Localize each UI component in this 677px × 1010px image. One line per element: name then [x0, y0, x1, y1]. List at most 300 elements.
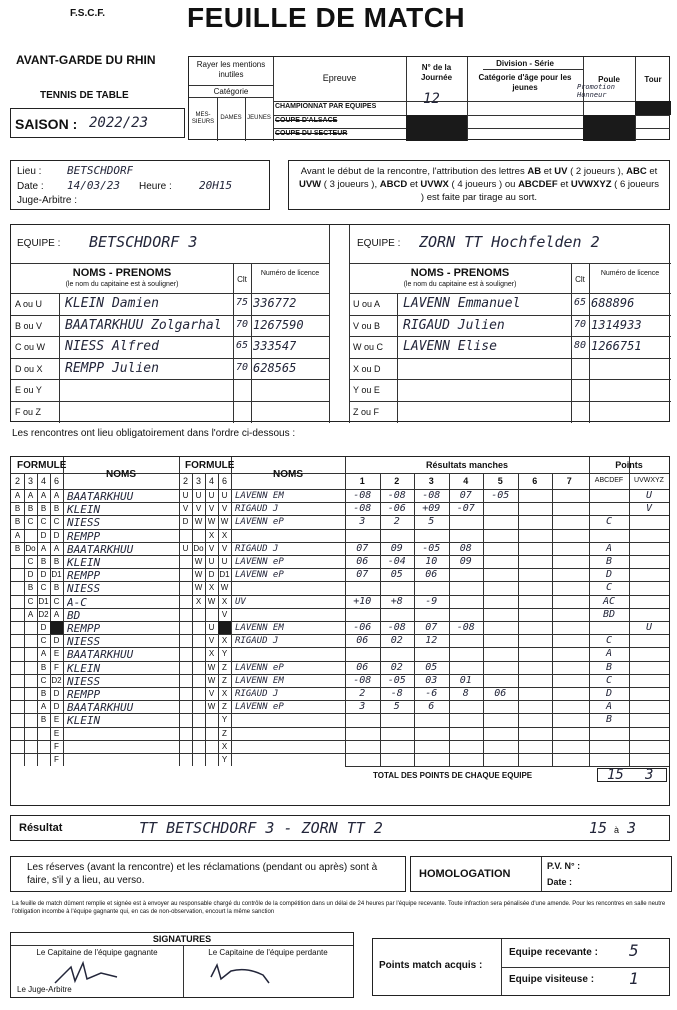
match-home-name: A-C — [67, 595, 87, 609]
home-noms-sub: (le nom du capitaine est à souligner) — [65, 281, 179, 288]
formule-away-cell: U — [208, 623, 215, 632]
signatures-box — [10, 932, 354, 998]
formule-header-away: FORMULE — [185, 460, 235, 471]
messieurs-label: MES-SIEURS — [191, 112, 215, 125]
manche-score: -08 — [456, 622, 475, 633]
tour-label: Tour — [644, 75, 662, 84]
formule-away-cell: U — [221, 491, 228, 500]
match-home-name: NIESS — [67, 674, 101, 688]
manche-score: -8 — [390, 688, 403, 699]
formule-home-cell: D — [40, 530, 47, 540]
manche-score: -08 — [353, 503, 372, 515]
home-player-clt: 70 — [235, 318, 249, 330]
formule-away-cell: X — [221, 596, 228, 606]
formule-home-cell: B — [27, 583, 34, 593]
point-away: V — [645, 503, 653, 515]
champ-label: CHAMPIONNAT PAR EQUIPES — [275, 103, 377, 110]
manche-score: -6 — [425, 688, 438, 699]
away-clt-header: Clt — [575, 275, 585, 284]
formule-home-cell: Do — [25, 543, 36, 553]
formule-away-cell: V — [208, 636, 215, 646]
result-box — [10, 815, 670, 841]
home-clt-header: Clt — [237, 275, 247, 284]
resultats-header: Résultats manches — [425, 460, 509, 470]
away-player-letter: W ou C — [353, 342, 384, 353]
division-label: Division - Série — [496, 59, 554, 68]
manche-score: -08 — [387, 622, 406, 633]
match-home-name: BAATARKHUU — [67, 648, 134, 662]
formule-home-cell: A — [14, 491, 21, 500]
formule-away-cell: W — [207, 675, 216, 685]
formule-away-cell: D — [182, 517, 189, 527]
lieu-label: Lieu : — [17, 166, 42, 177]
formule-home-cell: E — [53, 728, 60, 738]
home-player-licence: 333547 — [253, 339, 297, 354]
home-player-licence: 1267590 — [253, 317, 304, 332]
formule-home-cell: C — [40, 636, 47, 646]
total-home: 15 — [607, 767, 624, 784]
result-label: Résultat — [19, 822, 63, 834]
pm-label: Points match acquis : — [379, 960, 483, 971]
point-home: D — [605, 569, 613, 581]
manche-score: -06 — [353, 622, 372, 633]
journee-value: 12 — [423, 91, 440, 107]
blacked-cell — [50, 621, 63, 634]
formule-away-cell: X — [221, 530, 228, 540]
home-player-letter: B ou V — [15, 320, 43, 331]
formule-away-cell: V — [208, 543, 215, 553]
point-home: C — [605, 674, 613, 686]
formule-home-cell: B — [53, 504, 60, 514]
home-player-licence: 628565 — [253, 360, 297, 375]
manche-score: 08 — [459, 542, 472, 554]
formule-away-cell: X — [208, 530, 215, 540]
match-away-name: RIGAUD J — [235, 504, 279, 515]
match-home-name: NIESS — [67, 582, 101, 596]
formule-away-cell: X — [208, 583, 215, 593]
jeunes-label: JEUNES — [247, 115, 271, 121]
date-label: Date : — [17, 181, 44, 192]
formule-away-cell: W — [194, 557, 203, 566]
manche-score: +10 — [353, 595, 372, 607]
match-home-name: KLEIN — [67, 714, 101, 728]
reserves-box: Les réserves (avant la rencontre) et les réclamations (pendant ou après) sont à faire, s'il y a lieu, au verso. — [10, 856, 406, 892]
lieu-box — [10, 160, 270, 210]
away-player-clt: 70 — [573, 318, 587, 330]
formule-away-cell: Z — [222, 675, 227, 685]
lieu-value: BETSCHDORF — [67, 164, 134, 177]
season-value: 2022/23 — [89, 115, 149, 131]
home-player-letter: D ou X — [15, 363, 43, 374]
epreuve-label: Epreuve — [322, 73, 357, 83]
match-home-name: REMPP — [67, 529, 101, 543]
match-away-name: LAVENN eP — [235, 557, 284, 567]
formule-away-cell: X — [221, 741, 228, 751]
cat-age-label: Catégorie d'âge pour les jeunes — [478, 73, 572, 92]
manche-score: 07 — [356, 542, 369, 554]
formule-home-cell: D — [40, 623, 47, 632]
away-noms-sub: (le nom du capitaine est à souligner) — [403, 281, 517, 288]
formule-away-cell: V — [182, 504, 189, 514]
formule-home-cell: A — [40, 649, 47, 659]
manche-score: -08 — [353, 674, 372, 686]
formule-away-cell: X — [195, 596, 202, 606]
formule-home-cell: D — [40, 570, 47, 580]
formule-home-cell: D1 — [51, 570, 62, 580]
match-away-name: RIGAUD J — [235, 689, 279, 699]
manche-score: -06 — [387, 503, 406, 515]
formule-home-cell: D — [53, 636, 60, 646]
formule-home-cell: B — [40, 504, 47, 514]
away-player-name: RIGAUD Julien — [403, 317, 505, 333]
match-away-name: RIGAUD J — [235, 543, 279, 554]
noms-header-home: NOMS — [106, 469, 136, 480]
manche-score: 07 — [459, 490, 472, 501]
formule-home-cell: B — [14, 517, 21, 527]
org-label: F.S.C.F. — [70, 8, 106, 19]
formule-home-cell: D — [53, 702, 60, 712]
formule-home-cell: B — [40, 557, 47, 566]
manche-score: -9 — [425, 595, 438, 607]
point-home: A — [605, 542, 613, 554]
formule-home-cell: A — [53, 609, 60, 619]
formule-away-cell: V — [221, 504, 228, 514]
result-home: 15 — [589, 819, 608, 837]
date-value: 14/03/23 — [67, 179, 120, 192]
manche-score: 02 — [390, 661, 403, 673]
formule-header-home: FORMULE — [17, 460, 67, 471]
manche-score: 09 — [459, 556, 472, 567]
point-away: U — [645, 490, 653, 501]
formule-home-cell: C — [40, 675, 47, 685]
match-home-name: KLEIN — [67, 503, 101, 517]
formule-home-cell: E — [53, 649, 60, 659]
manche-score: 12 — [425, 635, 438, 647]
away-licence-header: Numéro de licence — [600, 270, 660, 277]
formule-home-cell: E — [53, 715, 60, 725]
match-away-name: LAVENN EM — [235, 623, 284, 633]
home-player-name: BAATARKHUU Zolgarhal — [65, 317, 222, 333]
points-home-header: ABCDEF — [594, 477, 624, 484]
formule-home-cell: B — [40, 662, 47, 672]
match-home-name: BD — [67, 608, 81, 622]
formule-away-cell: X — [221, 689, 228, 698]
formule-home-cell: D — [27, 570, 34, 580]
home-player-letter: F ou Z — [15, 407, 42, 417]
away-player-licence: 1266751 — [591, 339, 642, 354]
away-player-letter: Y ou E — [353, 385, 380, 396]
sig-lose-label: Le Capitaine de l'équipe perdante — [208, 948, 328, 957]
home-player-name: KLEIN Damien — [65, 296, 159, 311]
manche-score: 2 — [393, 516, 400, 528]
manche-score: 06 — [356, 635, 369, 647]
manche-col-header: 2 — [394, 476, 400, 486]
formule-home-cell: B — [40, 715, 47, 725]
category-table — [188, 56, 670, 140]
formule-home-cell: C — [27, 596, 34, 606]
formule-home-cell: A — [40, 543, 47, 553]
match-away-name: LAVENN eP — [235, 570, 284, 581]
point-home: C — [605, 582, 613, 594]
home-licence-header: Numéro de licence — [260, 270, 320, 277]
home-player-letter: C ou W — [15, 342, 46, 353]
match-away-name: LAVENN eP — [235, 517, 284, 528]
manche-score: -05 — [491, 490, 510, 501]
away-player-licence: 1314933 — [591, 317, 642, 332]
formule-home-cell: A — [40, 702, 47, 712]
away-player-letter: U ou A — [353, 299, 381, 309]
journee-label: N° de la Journée — [420, 63, 453, 82]
formule-away-cell: U — [208, 557, 215, 566]
coupe-secteur-label: COUPE DU SECTEUR — [275, 130, 348, 137]
sig-win-label: Le Capitaine de l'équipe gagnante — [36, 948, 158, 957]
home-player-clt: 75 — [235, 297, 249, 308]
point-home: A — [605, 648, 613, 660]
formule-home-cell: D1 — [38, 596, 49, 606]
manche-score: 10 — [425, 556, 438, 567]
rayer-label: Rayer les mentions inutiles — [196, 60, 266, 79]
attribution-notice: Avant le début de la rencontre, l'attribution des lettres AB et UV ( 2 joueurs ), ABC et UVW ( 3 joueurs ), ABCD et UVWX ( 4 joueurs ) ou ABCDEF et UVWXYZ ( 6 joueurs ) est faite par tirage au sort. — [288, 160, 670, 210]
manche-score: 8 — [462, 688, 469, 699]
point-home: B — [605, 556, 613, 567]
teams-block — [10, 224, 670, 422]
home-equipe-label: EQUIPE : — [17, 238, 61, 249]
pm-vis-value: 1 — [629, 969, 639, 988]
manche-score: 3 — [359, 516, 366, 528]
formule-away-cell: W — [207, 517, 216, 527]
manche-score: 06 — [356, 661, 369, 673]
formule-away-cell: V — [208, 504, 215, 514]
signature-winner — [51, 959, 121, 989]
match-home-name: BAATARKHUU — [67, 490, 134, 503]
manche-score: 03 — [425, 674, 438, 686]
match-home-name: REMPP — [67, 622, 101, 635]
manche-score: -08 — [422, 490, 441, 501]
formule-away-cell: Y — [221, 755, 228, 764]
manche-score: 07 — [356, 569, 369, 581]
formule-away-cell: V — [195, 504, 202, 514]
match-away-name: LAVENN EM — [235, 491, 284, 501]
formule-away-cell: Y — [221, 649, 228, 659]
formule-away-cell: V — [221, 609, 228, 619]
formule-away-cell: V — [208, 689, 215, 698]
formule-home-cell: A — [53, 543, 60, 553]
categorie-label: Catégorie — [213, 87, 249, 96]
formule-away-cell: U — [182, 543, 189, 553]
formule-home-cell: A — [27, 491, 34, 500]
formule-col-away: 2 — [182, 476, 188, 486]
point-home: B — [605, 661, 613, 673]
club-name: AVANT-GARDE DU RHIN — [16, 53, 156, 67]
formule-away-cell: U — [182, 491, 189, 500]
point-home: C — [605, 516, 613, 528]
away-player-name: LAVENN Emmanuel — [403, 296, 521, 311]
points-header: Points — [615, 460, 643, 470]
formule-home-cell: C — [53, 517, 60, 527]
manche-score: 01 — [459, 674, 472, 686]
formule-home-cell: F — [54, 741, 59, 751]
formule-away-cell: Z — [222, 662, 227, 672]
formule-away-cell: W — [220, 583, 229, 593]
formule-away-cell: W — [220, 517, 229, 527]
formule-away-cell: Do — [193, 543, 204, 553]
formule-away-cell: W — [207, 596, 216, 606]
formule-col-home: 6 — [53, 476, 59, 486]
homolog-date-label: Date : — [547, 877, 573, 887]
match-grid — [10, 456, 670, 806]
points-match-box — [372, 938, 670, 996]
heure-value: 20H15 — [199, 179, 233, 192]
formule-away-cell: Z — [222, 728, 227, 738]
home-player-clt: 70 — [235, 361, 249, 373]
manche-score: -08 — [387, 490, 406, 501]
juge-label: Juge-Arbitre : — [17, 195, 78, 206]
formule-home-cell: C — [40, 583, 47, 593]
manche-score: 5 — [428, 516, 435, 528]
match-away-name: LAVENN eP — [235, 702, 284, 713]
formule-col-away: 3 — [195, 476, 201, 486]
formule-home-cell: D2 — [51, 675, 62, 685]
points-away-header: UVWXYZ — [634, 477, 664, 484]
formule-home-cell: F — [54, 755, 59, 764]
away-player-letter: Z ou F — [353, 407, 380, 417]
manche-score: +09 — [422, 503, 441, 515]
point-away: U — [645, 622, 653, 633]
formule-home-cell: A — [27, 609, 34, 619]
manche-score: -05 — [387, 674, 406, 686]
match-away-name: LAVENN EM — [235, 675, 284, 686]
match-home-name: REMPP — [67, 569, 101, 583]
pv-label: P.V. N° : — [547, 861, 581, 871]
formule-away-cell: Z — [222, 702, 227, 712]
formule-home-cell: F — [54, 662, 59, 672]
formule-col-home: 2 — [14, 476, 20, 486]
match-home-name: KLEIN — [67, 661, 101, 675]
point-home: D — [605, 688, 613, 699]
home-player-licence: 336772 — [253, 296, 297, 310]
sport-label: TENNIS DE TABLE — [40, 90, 129, 101]
manche-col-header: 6 — [532, 476, 538, 486]
home-player-name: NIESS Alfred — [65, 339, 159, 355]
formule-away-cell: W — [207, 702, 216, 712]
formule-away-cell: X — [221, 636, 228, 646]
formule-away-cell: D1 — [219, 570, 230, 580]
manche-score: 5 — [393, 701, 400, 713]
match-home-name: BAATARKHUU — [67, 542, 134, 556]
away-team-name: ZORN TT Hochfelden 2 — [419, 233, 600, 251]
formule-home-cell: A — [40, 491, 47, 500]
manche-score: 02 — [390, 635, 403, 647]
manche-score: +8 — [390, 595, 403, 607]
formule-home-cell: D — [53, 530, 60, 540]
manche-score: 07 — [425, 622, 438, 633]
manche-score: 09 — [390, 542, 403, 554]
formule-home-cell: B — [53, 583, 60, 593]
blacked-cell — [218, 621, 231, 634]
formule-home-cell: B — [53, 557, 60, 566]
match-away-name: RIGAUD J — [235, 636, 279, 647]
manche-score: 06 — [494, 688, 507, 699]
result-text: TT BETSCHDORF 3 - ZORN TT 2 — [139, 819, 383, 837]
formule-home-cell: D2 — [38, 609, 49, 619]
match-away-name: LAVENN eP — [235, 662, 284, 673]
page-title: FEUILLE DE MATCH — [187, 2, 466, 33]
order-note: Les rencontres ont lieu obligatoirement dans l'ordre ci-dessous : — [12, 428, 296, 439]
fine-print: La feuille de match dûment remplie et signée est à envoyer au responsable chargé du contrôle de la compétition dans un délai de 24 heures par l'équipe recevante. Toute infraction sera pénalisée d'une amende. Pour les rencontres en salle neutre l'obligation incombe à l'équipe gagnante qui, en cas de non-observation, encourt la même sanction — [12, 901, 666, 915]
home-team-name: BETSCHDORF 3 — [89, 233, 198, 251]
away-player-letter: X ou D — [353, 363, 381, 374]
away-player-clt: 65 — [573, 297, 587, 308]
pm-rec-label: Equipe recevante : — [509, 947, 598, 958]
away-player-licence: 688896 — [591, 296, 635, 310]
formule-home-cell: C — [53, 596, 60, 606]
formule-home-cell: B — [27, 504, 34, 514]
point-home: C — [605, 635, 613, 647]
formule-col-home: 4 — [40, 476, 46, 486]
signature-loser — [207, 959, 277, 989]
manche-score: 2 — [359, 688, 366, 699]
dames-label: DAMES — [220, 115, 242, 121]
point-home: A — [605, 701, 613, 713]
pm-rec-value: 5 — [629, 941, 639, 960]
manche-score: 05 — [390, 569, 403, 581]
formule-home-cell: A — [14, 530, 21, 540]
formule-away-cell: W — [194, 517, 203, 527]
homologation-box — [410, 856, 672, 892]
result-away: 3 — [627, 819, 637, 837]
formule-home-cell: A — [53, 491, 60, 500]
point-home: AC — [602, 595, 616, 607]
manche-score: 3 — [359, 701, 366, 713]
formule-away-cell: X — [208, 649, 215, 659]
formule-away-cell: W — [194, 570, 203, 580]
home-player-clt: 65 — [235, 340, 249, 352]
formule-away-cell: W — [207, 662, 216, 672]
manche-score: -08 — [353, 490, 372, 501]
formule-col-home: 3 — [27, 476, 33, 486]
point-home: B — [605, 714, 613, 726]
formule-away-cell: Y — [221, 715, 228, 725]
manche-score: -05 — [422, 542, 441, 554]
formule-away-cell: U — [208, 491, 215, 500]
formule-col-away: 6 — [221, 476, 227, 486]
formule-home-cell: D — [53, 689, 60, 698]
away-player-letter: V ou B — [353, 320, 381, 331]
division-value: Promotion Honneur — [577, 83, 615, 99]
poule-label: Poule — [598, 75, 620, 84]
formule-away-cell: W — [194, 583, 203, 593]
result-a: à — [614, 825, 620, 835]
manche-score: 06 — [356, 556, 369, 567]
manche-score: -04 — [387, 556, 406, 567]
formule-home-cell: B — [14, 543, 21, 553]
manche-col-header: 5 — [497, 476, 503, 486]
match-home-name: NIESS — [67, 516, 101, 530]
season-box — [10, 108, 185, 138]
home-player-name: REMPP Julien — [65, 360, 159, 376]
manche-col-header: 4 — [463, 476, 469, 486]
formule-away-cell: U — [195, 491, 202, 500]
formule-home-cell: B — [40, 689, 47, 698]
away-equipe-label: EQUIPE : — [357, 238, 401, 249]
total-label: TOTAL DES POINTS DE CHAQUE EQUIPE — [373, 771, 533, 781]
point-home: BD — [602, 608, 616, 620]
match-home-name: BAATARKHUU — [67, 701, 134, 715]
formule-home-cell: C — [40, 517, 47, 527]
homologation-label: HOMOLOGATION — [419, 868, 511, 880]
manche-score: 05 — [425, 661, 438, 673]
away-noms-header: NOMS - PRENOMS — [410, 267, 510, 279]
